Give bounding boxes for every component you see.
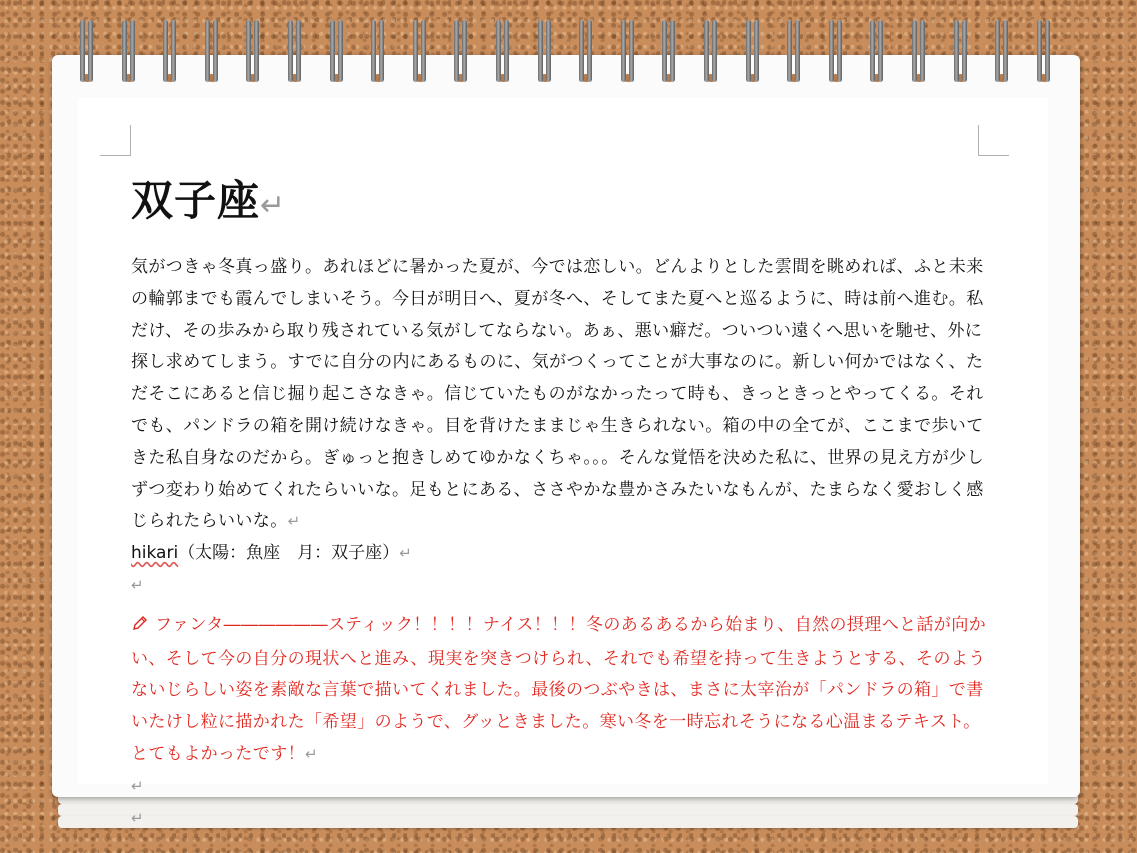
binding-ring (912, 20, 926, 82)
paragraph-mark: ↵ (399, 544, 412, 563)
binding-ring (205, 20, 219, 82)
essay-paragraph: 気がつきゃ冬真っ盛り。あれほどに暑かった夏が、今では恋しい。どんよりとした雲間を眺めれば、ふと未来の輪郭までも霞んでしまいそう。今日が明日へ、夏が冬へ、そしてまた夏へと巡るように、時は前へ進む。私だけ、その歩みから取り残されている気がしてならない。あぁ、悪い癖だ。ついつい遠くへ思いを馳せ、外に探し求めてしまう。すでに自分の内にあるものに、気がつくってことが大事なのに。新しい何かではなく、ただそこにあると信じ掘り起こさなきゃ。信じていたものがなかったって時も、きっときっとやってくる。それでも、パンドラの箱を開け続けなきゃ。目を背けたままじゃ生きられない。箱の中の全てが、ここまで歩いてきた私自身なのだから。ぎゅっと抱きしめてゆかなくちゃ。。。そんな覚悟を決めた私に、世界の見え方が少しずつ変わり始めてくれたらいいな。足もとにある、ささやかな豊かさみたいなもんが、たまらなく愛おしく感じられたらいいな。↵ (131, 257, 984, 532)
binding-ring (746, 20, 760, 82)
pencil-icon (131, 612, 149, 644)
document-title: 双子座↵ (131, 176, 287, 225)
binding-ring (579, 20, 593, 82)
binding-ring (413, 20, 427, 82)
binding-ring (330, 20, 344, 82)
binding-ring (371, 20, 385, 82)
empty-paragraph (131, 771, 991, 803)
document-content (131, 175, 991, 834)
binding-ring (80, 20, 94, 82)
binding-ring (1037, 20, 1051, 82)
empty-paragraph (131, 803, 991, 835)
binding-ring (662, 20, 676, 82)
author-detail: （太陽：魚座 月：双子座） (178, 543, 400, 564)
margin-corner-mark (100, 125, 131, 156)
binding-ring (538, 20, 552, 82)
binding-ring (496, 20, 510, 82)
binding-ring (163, 20, 177, 82)
binding-ring (995, 20, 1009, 82)
binding-ring (954, 20, 968, 82)
binding-ring (454, 20, 468, 82)
paragraph-mark: ↵ (131, 808, 144, 827)
paragraph-mark: ↵ (260, 188, 287, 223)
author-line (131, 538, 991, 570)
review-comment: ファンタ――――――スティック！！！！ナイス！！！冬のあるあるから始まり、自然の摂理へと話が向かい、そして今の自分の現状へと進み、現実を突きつけられ、それでも希望を持って生きようとする、そのようないじらしい姿を素敵な言葉で描いてくれました。最後のつぶやきは、まさに太宰治が「パンドラの箱」で書いたけし粒に描かれた「希望」のようで、グッときました。寒い冬を一時忘れそうになる心温まるテキスト。とてもよかったです！↵ (131, 610, 991, 771)
paragraph-mark: ↵ (305, 744, 318, 763)
author-name: hikari (131, 543, 179, 564)
paragraph-mark: ↵ (287, 512, 301, 531)
binding-ring (870, 20, 884, 82)
binding-ring (122, 20, 136, 82)
binding-ring (829, 20, 843, 82)
binding-ring (787, 20, 801, 82)
binding-ring (704, 20, 718, 82)
paragraph-mark: ↵ (131, 575, 144, 594)
binding-ring (621, 20, 635, 82)
paragraph-mark: ↵ (131, 776, 144, 795)
binding-ring (288, 20, 302, 82)
empty-paragraph (131, 570, 991, 602)
binding-ring (246, 20, 260, 82)
margin-corner-mark (978, 125, 1009, 156)
